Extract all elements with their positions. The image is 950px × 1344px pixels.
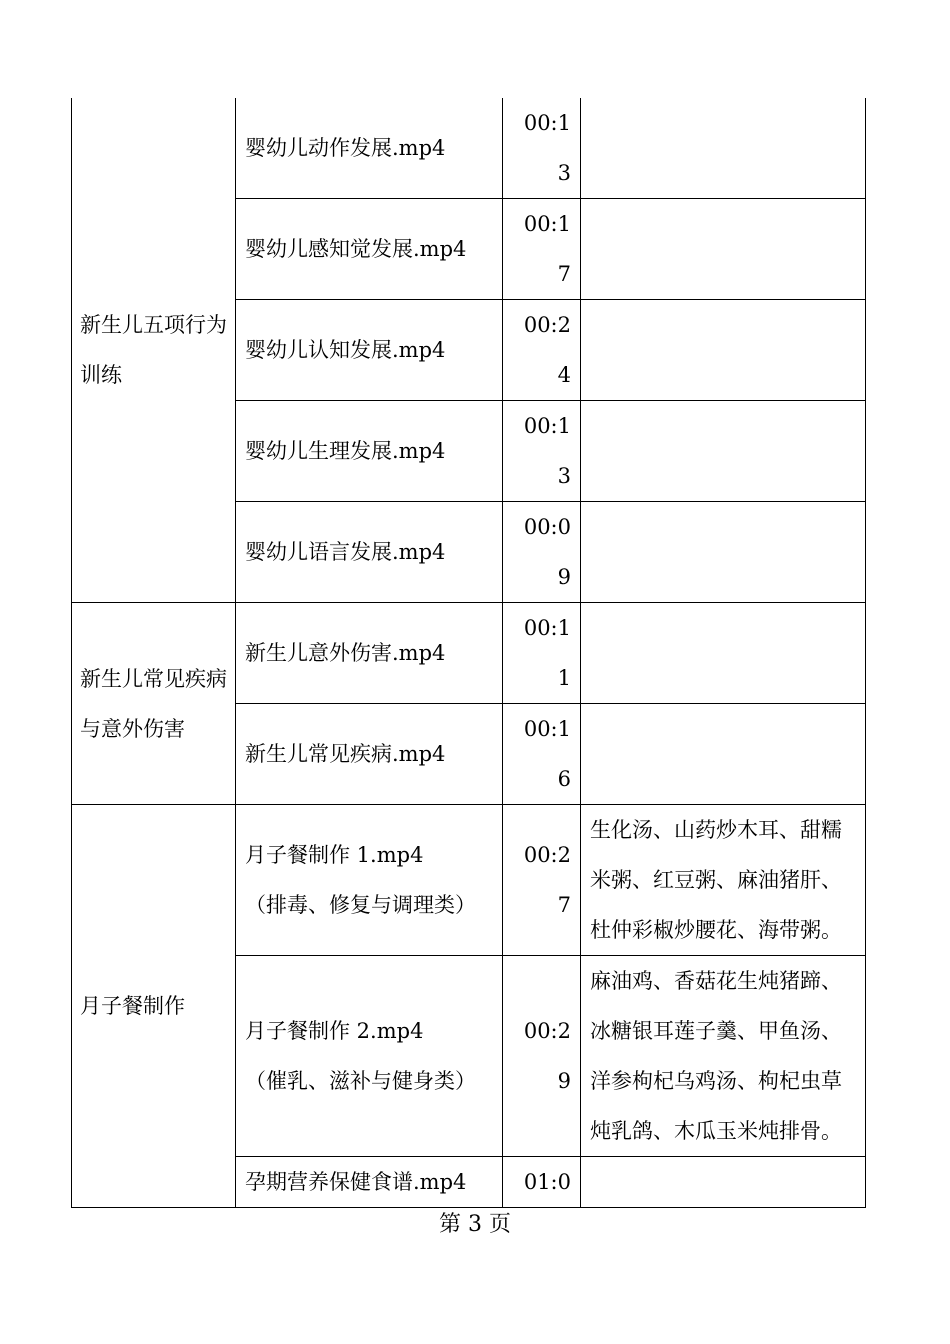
category-cell bbox=[72, 98, 236, 603]
duration-line-2: 9 bbox=[557, 1069, 571, 1093]
note-cell bbox=[581, 704, 866, 805]
duration-cell bbox=[503, 603, 581, 704]
duration-line-2: 1 bbox=[557, 666, 571, 690]
duration-cell bbox=[503, 704, 581, 805]
duration-line-2: 9 bbox=[557, 565, 571, 589]
duration-line-1: 00:1 bbox=[523, 212, 571, 236]
duration-line-1: 00:2 bbox=[523, 843, 571, 867]
file-cell bbox=[236, 603, 503, 704]
note-cell bbox=[581, 98, 866, 199]
file-name: 新生儿意外伤害.mp4 bbox=[245, 641, 446, 665]
file-cell bbox=[236, 956, 503, 1157]
duration-line-2: 6 bbox=[557, 767, 571, 791]
recipe-list: 生化汤、山药炒木耳、甜糯米粥、红豆粥、麻油猪肝、杜仲彩椒炒腰花、海带粥。 bbox=[590, 818, 842, 942]
file-subtitle: （排毒、修复与调理类） bbox=[245, 893, 476, 917]
duration-cell bbox=[503, 98, 581, 199]
course-table bbox=[71, 98, 866, 1208]
duration-line-1: 01:0 bbox=[523, 1170, 571, 1194]
duration-cell bbox=[503, 300, 581, 401]
duration-cell bbox=[503, 956, 581, 1157]
duration-line-2: 7 bbox=[557, 893, 571, 917]
file-cell bbox=[236, 502, 503, 603]
category-cell bbox=[72, 805, 236, 1208]
duration-line-2: 3 bbox=[557, 161, 571, 185]
note-cell bbox=[581, 603, 866, 704]
duration-cell bbox=[503, 401, 581, 502]
duration-line-2: 4 bbox=[557, 363, 571, 387]
note-cell bbox=[581, 805, 866, 956]
note-cell bbox=[581, 199, 866, 300]
file-name: 孕期营养保健食谱.mp4 bbox=[245, 1170, 467, 1194]
category-label: 月子餐制作 bbox=[80, 994, 185, 1018]
recipe-list: 麻油鸡、香菇花生炖猪蹄、冰糖银耳莲子羹、甲鱼汤、洋参枸杞乌鸡汤、枸杞虫草炖乳鸽、木瓜玉米炖排骨。 bbox=[590, 969, 842, 1143]
duration-line-1: 00:1 bbox=[523, 616, 571, 640]
note-cell bbox=[581, 401, 866, 502]
file-name: 月子餐制作 1.mp4 bbox=[245, 843, 424, 867]
file-cell bbox=[236, 199, 503, 300]
file-name: 月子餐制作 2.mp4 bbox=[245, 1019, 424, 1043]
note-cell bbox=[581, 956, 866, 1157]
file-name: 婴幼儿动作发展.mp4 bbox=[245, 136, 446, 160]
table-row bbox=[72, 98, 866, 199]
file-cell bbox=[236, 98, 503, 199]
category-label: 新生儿常见疾病与意外伤害 bbox=[80, 666, 227, 741]
duration-line-2: 7 bbox=[557, 262, 571, 286]
duration-cell bbox=[503, 805, 581, 956]
page-number: 第 3 页 bbox=[439, 1212, 511, 1237]
duration-line-1: 00:0 bbox=[523, 515, 571, 539]
duration-cell bbox=[503, 502, 581, 603]
note-cell bbox=[581, 300, 866, 401]
duration-line-1: 00:2 bbox=[523, 313, 571, 337]
file-cell bbox=[236, 1157, 503, 1208]
file-name: 新生儿常见疾病.mp4 bbox=[245, 742, 446, 766]
file-name: 婴幼儿认知发展.mp4 bbox=[245, 338, 446, 362]
file-name: 婴幼儿语言发展.mp4 bbox=[245, 540, 446, 564]
duration-line-1: 00:2 bbox=[523, 1019, 571, 1043]
duration-cell bbox=[503, 199, 581, 300]
duration-line-2: 3 bbox=[557, 464, 571, 488]
duration-line-1: 00:1 bbox=[523, 717, 571, 741]
file-cell bbox=[236, 805, 503, 956]
file-subtitle: （催乳、滋补与健身类） bbox=[245, 1069, 476, 1093]
duration-line-1: 00:1 bbox=[523, 111, 571, 135]
file-cell bbox=[236, 401, 503, 502]
file-name: 婴幼儿生理发展.mp4 bbox=[245, 439, 446, 463]
table-row bbox=[72, 603, 866, 704]
file-cell bbox=[236, 300, 503, 401]
file-name: 婴幼儿感知觉发展.mp4 bbox=[245, 237, 467, 261]
file-cell bbox=[236, 704, 503, 805]
duration-cell bbox=[503, 1157, 581, 1208]
category-cell bbox=[72, 603, 236, 805]
duration-line-1: 00:1 bbox=[523, 414, 571, 438]
note-cell bbox=[581, 1157, 866, 1208]
table-row bbox=[72, 805, 866, 956]
category-label: 新生儿五项行为训练 bbox=[80, 313, 227, 387]
note-cell bbox=[581, 502, 866, 603]
